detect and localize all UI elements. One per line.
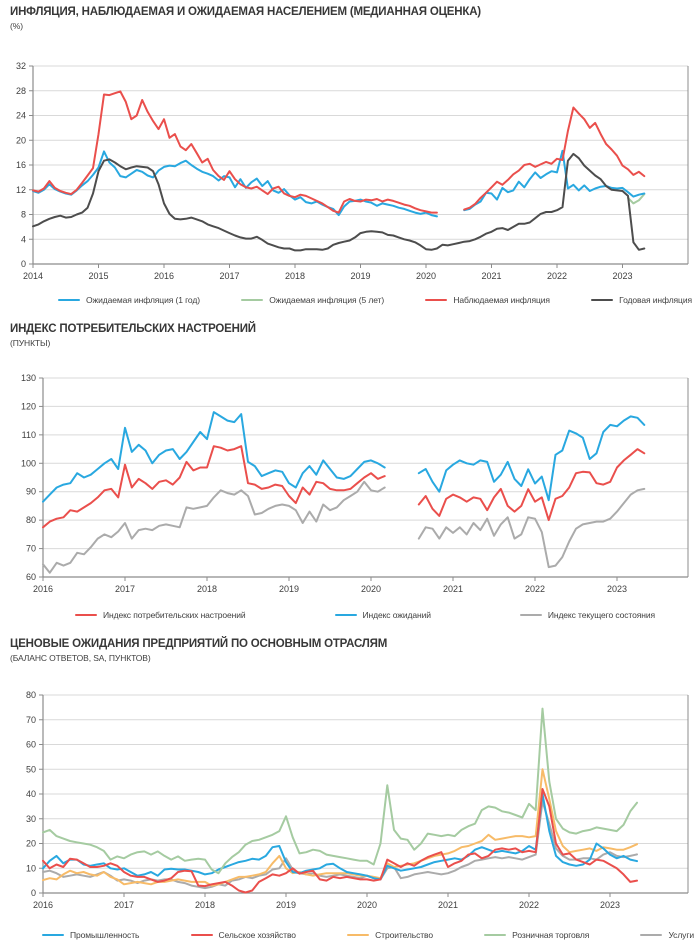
svg-text:20: 20 — [15, 135, 26, 146]
svg-text:2023: 2023 — [599, 900, 621, 910]
svg-text:24: 24 — [15, 110, 26, 121]
svg-text:28: 28 — [15, 85, 26, 96]
legend-item — [640, 930, 694, 940]
svg-text:2023: 2023 — [606, 584, 628, 594]
svg-text:80: 80 — [25, 515, 36, 526]
chart-title-inflation: ИНФЛЯЦИЯ, НАБЛЮДАЕМАЯ И ОЖИДАЕМАЯ НАСЕЛЕНИЕМ (МЕДИАННАЯ ОЦЕНКА) — [10, 6, 481, 18]
chart-title-consumer-sentiment: ИНДЕКС ПОТРЕБИТЕЛЬСКИХ НАСТРОЕНИЙ — [10, 323, 256, 335]
svg-text:2022: 2022 — [524, 584, 546, 594]
svg-text:130: 130 — [20, 373, 36, 383]
legend-item — [191, 930, 296, 940]
svg-text:2017: 2017 — [219, 271, 240, 281]
legend-item — [425, 295, 549, 305]
chart-legend-inflation — [0, 292, 700, 308]
chart-section-consumer-sentiment — [10, 322, 700, 623]
svg-text:4: 4 — [20, 234, 26, 245]
svg-text:70: 70 — [25, 543, 36, 554]
svg-text:100: 100 — [20, 458, 36, 469]
chart-subtitle-consumer-sentiment: (ПУНКТЫ) — [10, 338, 51, 348]
svg-text:2017: 2017 — [114, 584, 136, 594]
legend-label: Промышленность — [70, 930, 140, 940]
legend-line-swatch — [75, 614, 97, 617]
svg-text:2020: 2020 — [356, 900, 378, 910]
svg-text:60: 60 — [25, 739, 36, 750]
svg-text:30: 30 — [25, 813, 36, 824]
legend-label: Ожидаемая инфляция (1 год) — [86, 295, 200, 305]
svg-text:2018: 2018 — [194, 900, 216, 910]
svg-text:0: 0 — [30, 888, 36, 898]
legend-line-swatch — [640, 934, 662, 937]
svg-text:50: 50 — [25, 764, 36, 775]
legend-label: Строительство — [375, 930, 433, 940]
svg-text:32: 32 — [15, 61, 26, 71]
svg-text:2019: 2019 — [275, 900, 297, 910]
legend-line-swatch — [425, 299, 447, 302]
legend-label: Сельское хозяйство — [218, 930, 296, 940]
legend-line-swatch — [520, 614, 542, 617]
svg-text:2021: 2021 — [442, 584, 464, 594]
svg-text:2018: 2018 — [196, 584, 218, 594]
chart-section-inflation — [10, 5, 700, 308]
svg-text:2022: 2022 — [518, 900, 540, 910]
legend-item — [591, 295, 692, 305]
legend-item — [335, 610, 431, 620]
svg-text:70: 70 — [25, 714, 36, 725]
svg-text:2019: 2019 — [350, 271, 371, 281]
legend-label: Ожидаемая инфляция (5 лет) — [269, 295, 385, 305]
legend-label: Розничная торговля — [512, 930, 590, 940]
legend-line-swatch — [58, 299, 80, 302]
legend-item — [75, 610, 246, 620]
svg-text:12: 12 — [15, 184, 26, 195]
svg-text:2016: 2016 — [32, 584, 54, 594]
svg-text:2021: 2021 — [437, 900, 459, 910]
svg-text:2017: 2017 — [113, 900, 135, 910]
legend-item — [347, 930, 433, 940]
legend-item — [58, 295, 200, 305]
legend-label: Услуги — [668, 930, 694, 940]
chart-subtitle-inflation: (%) — [10, 21, 23, 31]
chart-canvas-price-expectations — [0, 685, 700, 915]
svg-text:2023: 2023 — [612, 271, 633, 281]
svg-text:2016: 2016 — [32, 900, 54, 910]
legend-item — [520, 610, 655, 620]
svg-text:16: 16 — [15, 160, 26, 170]
svg-text:0: 0 — [20, 259, 26, 269]
legend-label: Индекс текущего состояния — [547, 610, 655, 620]
chart-subtitle-price-expectations: (БАЛАНС ОТВЕТОВ, SA, ПУНКТОВ) — [10, 653, 151, 663]
svg-text:2014: 2014 — [22, 271, 44, 281]
legend-line-swatch — [335, 614, 357, 617]
svg-text:2016: 2016 — [153, 271, 175, 281]
legend-label: Индекс потребительских настроений — [103, 610, 246, 620]
legend-line-swatch — [484, 934, 506, 937]
svg-text:40: 40 — [25, 789, 36, 799]
chart-legend-consumer-sentiment — [0, 607, 700, 623]
svg-text:2022: 2022 — [546, 271, 568, 281]
legend-label: Наблюдаемая инфляция — [453, 295, 550, 305]
chart-title-price-expectations: ЦЕНОВЫЕ ОЖИДАНИЯ ПРЕДПРИЯТИЙ ПО ОСНОВНЫМ ОТРАСЛЯМ — [10, 638, 388, 650]
legend-line-swatch — [42, 934, 64, 937]
svg-text:10: 10 — [25, 863, 36, 874]
svg-text:2020: 2020 — [360, 584, 382, 594]
svg-text:2021: 2021 — [481, 271, 502, 281]
chart-canvas-consumer-sentiment — [0, 370, 700, 599]
legend-line-swatch — [241, 299, 263, 302]
legend-item — [484, 930, 589, 940]
svg-text:60: 60 — [25, 572, 36, 582]
svg-text:8: 8 — [20, 209, 26, 220]
svg-text:2015: 2015 — [88, 271, 109, 281]
legend-label: Индекс ожиданий — [362, 610, 431, 620]
svg-text:80: 80 — [25, 690, 36, 700]
chart-canvas-inflation — [0, 58, 700, 286]
svg-text:90: 90 — [25, 486, 36, 497]
chart-section-price-expectations — [10, 637, 700, 943]
legend-line-swatch — [347, 934, 369, 937]
legend-label: Годовая инфляция — [619, 295, 692, 305]
svg-text:110: 110 — [21, 429, 36, 440]
svg-text:20: 20 — [25, 838, 36, 849]
svg-text:2018: 2018 — [284, 271, 306, 281]
legend-item — [42, 930, 139, 940]
legend-item — [241, 295, 384, 305]
chart-legend-price-expectations — [0, 927, 700, 943]
svg-text:2019: 2019 — [278, 584, 300, 594]
svg-text:2020: 2020 — [415, 271, 437, 281]
svg-text:120: 120 — [20, 401, 36, 412]
legend-line-swatch — [191, 934, 213, 937]
legend-line-swatch — [591, 299, 613, 302]
